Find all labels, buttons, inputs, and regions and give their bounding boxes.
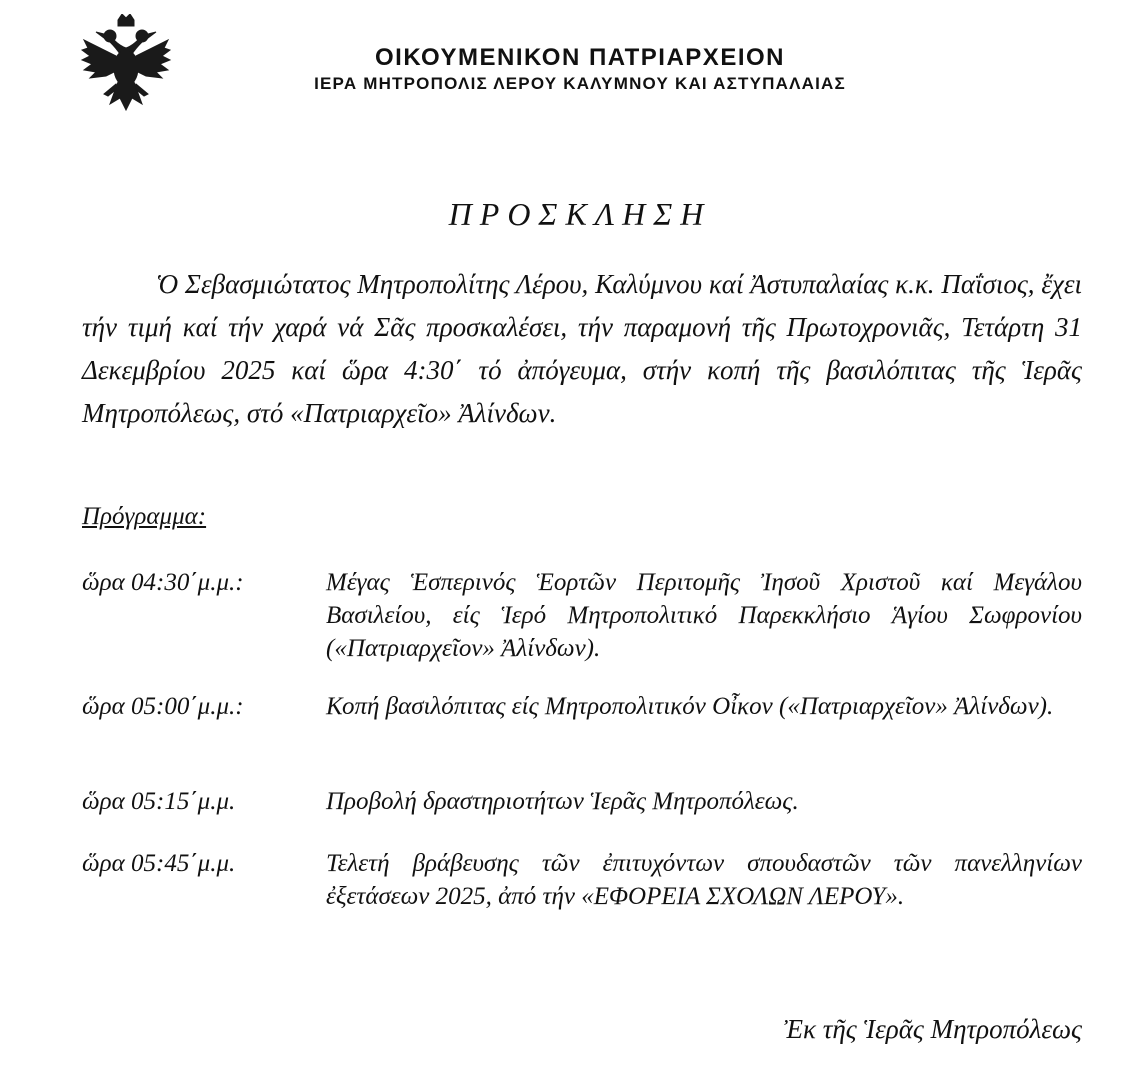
program-item-description: Προβολή δραστηριοτήτων Ἱερᾶς Μητροπόλεως. bbox=[326, 788, 799, 815]
double-headed-eagle-icon bbox=[80, 14, 172, 116]
patriarchate-title: ΟΙΚΟΥΜΕΝΙΚΟΝ ΠΑΤΡΙΑΡΧΕΙΟΝ bbox=[374, 44, 785, 71]
program-item-time: ὥρα 05:15΄μ.μ. bbox=[82, 788, 236, 815]
invitation-body: Ὁ Σεβασμιώτατος Μητροπολίτης Λέρου, Καλύμνου καί Ἀστυπαλαίας κ.κ. Παΐσιος, ἔχει τήν τιμή καί τήν χαρά νά Σᾶς προσκαλέσει, τήν παραμονή τῆς Πρωτοχρονιᾶς, Τετάρτη 31 Δεκεμβρίου 2025 καί ὥρα 4:30΄ τό ἀπόγευμα, στήν κοπή τῆς βασιλόπιτας τῆς Ἱερᾶς Μητροπόλεως, στό «Πατριαρχεῖο» Ἀλίνδων. bbox=[82, 269, 1082, 428]
metropolis-subtitle: ΙΕΡΑ ΜΗΤΡΟΠΟΛΙΣ ΛΕΡΟΥ ΚΑΛΥΜΝΟΥ ΚΑΙ ΑΣΤΥΠΑΛΑΙΑΣ bbox=[314, 74, 846, 93]
program-item-description: Μέγας Ἑσπερινός Ἑορτῶν Περιτομῆς Ἰησοῦ Χριστοῦ καί Μεγάλου Βασιλείου, είς Ἱερό Μητροπολιτικό Παρεκκλήσιο Ἁγίου Σωφρονίου («Πατριαρχεῖον» Ἀλίνδων). bbox=[326, 569, 1082, 662]
program-item-description: Τελετή βράβευσης τῶν ἐπιτυχόντων σπουδαστῶν τῶν πανελληνίων ἐξετάσεων 2025, ἀπό τήν «ΕΦΟΡΕΙΑ ΣΧΟΛΩΝ ΛΕΡΟΥ». bbox=[326, 850, 1082, 910]
program-item-time: ὥρα 04:30΄μ.μ.: bbox=[82, 569, 244, 596]
invitation-title: ΠΡΟΣΚΛΗΣΗ bbox=[448, 196, 712, 232]
program-heading: Πρόγραμμα: bbox=[82, 503, 207, 530]
closing-signature: Ἐκ τῆς Ἱερᾶς Μητροπόλεως bbox=[783, 1014, 1082, 1044]
program-item-time: ὥρα 05:00΄μ.μ.: bbox=[82, 693, 244, 720]
program-item-time: ὥρα 05:45΄μ.μ. bbox=[82, 850, 236, 877]
program-item-description: Κοπή βασιλόπιτας είς Μητροπολιτικόν Οἶκον («Πατριαρχεῖον» Ἀλίνδων). bbox=[326, 693, 1054, 720]
